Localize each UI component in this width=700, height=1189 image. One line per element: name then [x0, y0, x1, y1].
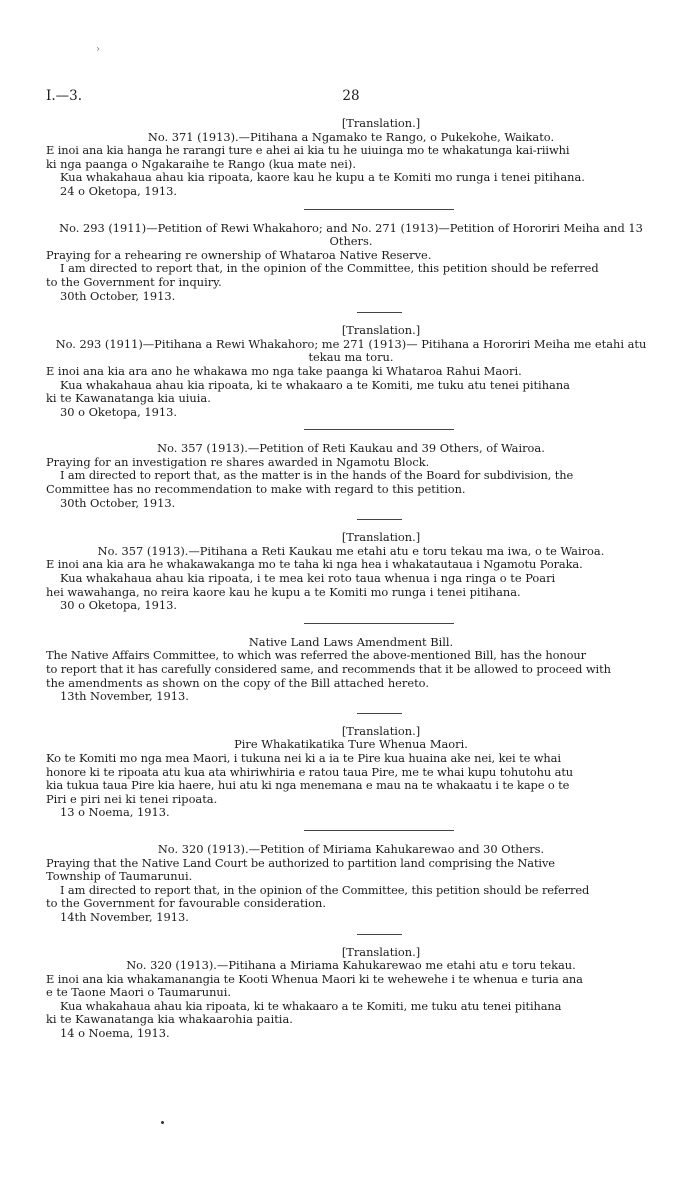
- section-divider: [304, 830, 454, 831]
- body-line: E inoi ana kia ara he whakawakanga mo te taha ki nga hea i whakatautaua i Ngamotu Poraka.: [46, 557, 583, 572]
- body-line: Committee has no recommendation to make with regard to this petition.: [46, 482, 466, 497]
- date-line: 13th November, 1913.: [60, 689, 189, 704]
- petition-section-293: [46, 222, 656, 304]
- printer-dot: [161, 1121, 164, 1124]
- date-line: 14 o Noema, 1913.: [60, 1026, 170, 1041]
- translation-label: [Translation.]: [341, 323, 421, 338]
- date-line: 24 o Oketopa, 1913.: [60, 183, 177, 198]
- translation-label: [Translation.]: [341, 723, 421, 738]
- translation-section-371: [46, 117, 656, 199]
- body-line: Kua whakahaua ahau kia ripoata, i te mea kei roto taua whenua i nga ringa o te Poari: [60, 571, 556, 586]
- date-line: 14th November, 1913.: [60, 909, 189, 924]
- body-line: Praying for an investigation re shares awarded in Ngamotu Block.: [46, 454, 430, 469]
- page-number: 28: [342, 88, 360, 104]
- body-line: Kua whakahaua ahau kia ripoata, ki te whakaaro a te Komiti, me tuku atu tenei pitihana: [60, 377, 570, 392]
- body-line: E inoi ana kia ara ano he whakawa mo nga take paanga ki Whataroa Rahui Maori.: [46, 363, 522, 378]
- short-divider: [357, 934, 402, 935]
- section-divider: [304, 429, 454, 430]
- document-body: [46, 117, 656, 1041]
- section-title: No. 320 (1913).—Petition of Miriama Kahukarewao and 30 Others.: [157, 841, 545, 856]
- section-divider: [304, 623, 454, 624]
- petition-section-357: [46, 442, 656, 510]
- body-line: I am directed to report that, as the matter is in the hands of the Board for subdivision, the: [60, 468, 574, 483]
- section-title: Pire Whakatikatika Ture Whenua Maori.: [234, 737, 468, 752]
- date-line: 30th October, 1913.: [60, 288, 176, 303]
- translation-label: [Translation.]: [341, 116, 421, 130]
- petition-section-320: [46, 843, 656, 925]
- body-line: honore ki te ripoata atu kua ata whiriwhiria e ratou taua Pire, me te whai kupu tohutohu atu: [46, 764, 574, 779]
- stray-mark: ›: [96, 44, 100, 55]
- section-divider: [304, 209, 454, 210]
- short-divider: [357, 519, 402, 520]
- body-line: kia tukua taua Pire kia haere, hui atu ki nga menemana e mau na te whakaatu i te kape o te: [46, 778, 570, 793]
- body-line: ki te Kawanatanga kia uiuia.: [46, 391, 211, 406]
- body-line: the amendments as shown on the copy of the Bill attached hereto.: [46, 675, 429, 690]
- body-line: ki te Kawanatanga kia whakaarohia paitia.: [46, 1012, 293, 1027]
- body-line: E inoi ana kia whakamanangia te Kooti Whenua Maori ki te wehewehe i te whenua e turia ana: [46, 971, 583, 986]
- body-line: to report that it has carefully considered same, and recommends that it be allowed to proceed with: [46, 662, 611, 676]
- bill-section: [46, 636, 656, 704]
- translation-label: [Translation.]: [341, 944, 421, 959]
- section-title: No. 293 (1911)—Pitihana a Rewi Whakahoro; me 271 (1913)— Pitihana a Hororiri Meiha me etahi atu tekau ma toru.: [55, 336, 647, 365]
- date-line: 30 o Oketopa, 1913.: [60, 404, 177, 419]
- body-line: to the Government for favourable consideration.: [46, 896, 326, 911]
- body-line: Piri e piri nei ki tenei ripoata.: [46, 791, 218, 806]
- short-divider: [357, 713, 402, 714]
- body-line: I am directed to report that, in the opinion of the Committee, this petition should be referred: [60, 882, 590, 897]
- translation-section-357: [46, 531, 656, 613]
- short-divider: [357, 312, 402, 313]
- body-line: hei wawahanga, no reira kaore kau he kupu a te Komiti mo runga i tenei pitihana.: [46, 584, 521, 599]
- body-line: Kua whakahaua ahau kia ripoata, ki te whakaaro a te Komiti, me tuku atu tenei pitihana: [60, 998, 562, 1013]
- date-line: 30 o Oketopa, 1913.: [60, 598, 177, 613]
- section-title: No. 293 (1911)—Petition of Rewi Whakahoro; and No. 271 (1913)—Petition of Hororiri Meiha and 13 Others.: [59, 220, 643, 249]
- translation-label: [Translation.]: [341, 530, 421, 545]
- body-line: Praying that the Native Land Court be authorized to partition land comprising the Native: [46, 855, 555, 870]
- date-line: 13 o Noema, 1913.: [60, 805, 170, 820]
- body-line: ki nga paanga o Ngakaraihe te Rango (kua mate nei).: [46, 156, 357, 171]
- body-line: to the Government for inquiry.: [46, 274, 222, 289]
- body-line: Ko te Komiti mo nga mea Maori, i tukuna nei ki a ia te Pire kua huaina ake nei, kei te whai: [46, 750, 561, 765]
- section-title: No. 357 (1913).—Petition of Reti Kaukau and 39 Others, of Wairoa.: [157, 441, 545, 456]
- body-line: Praying for a rehearing re ownership of Whataroa Native Reserve.: [46, 247, 432, 262]
- section-title: Native Land Laws Amendment Bill.: [248, 634, 454, 649]
- date-line: 30th October, 1913.: [60, 495, 176, 510]
- translation-section-320: [46, 946, 656, 1041]
- body-line: The Native Affairs Committee, to which was referred the above-mentioned Bill, has the honour: [46, 648, 586, 663]
- section-title: No. 371 (1913).—Pitihana a Ngamako te Rango, o Pukekohe, Waikato.: [147, 129, 555, 144]
- body-line: e te Taone Maori o Taumarunui.: [46, 985, 232, 1000]
- body-line: Kua whakahaua ahau kia ripoata, kaore kau he kupu a te Komiti mo runga i tenei pitihana.: [60, 170, 585, 185]
- body-line: Township of Taumarunui.: [46, 869, 193, 884]
- page-header: [46, 88, 656, 108]
- body-line: I am directed to report that, in the opinion of the Committee, this petition should be referred: [60, 261, 599, 276]
- body-line: E inoi ana kia hanga he rarangi ture e ahei ai kia tu he uiuinga mo te whakatunga kai-riiwhi: [46, 143, 570, 158]
- translation-section-bill: [46, 725, 656, 820]
- section-title: No. 320 (1913).—Pitihana a Miriama Kahukarewao me etahi atu e toru tekau.: [126, 958, 576, 973]
- paper-reference: I.—3.: [46, 88, 83, 104]
- section-title: No. 357 (1913).—Pitihana a Reti Kaukau me etahi atu e toru tekau ma iwa, o te Wairoa.: [97, 543, 605, 558]
- translation-section-293: [46, 324, 656, 419]
